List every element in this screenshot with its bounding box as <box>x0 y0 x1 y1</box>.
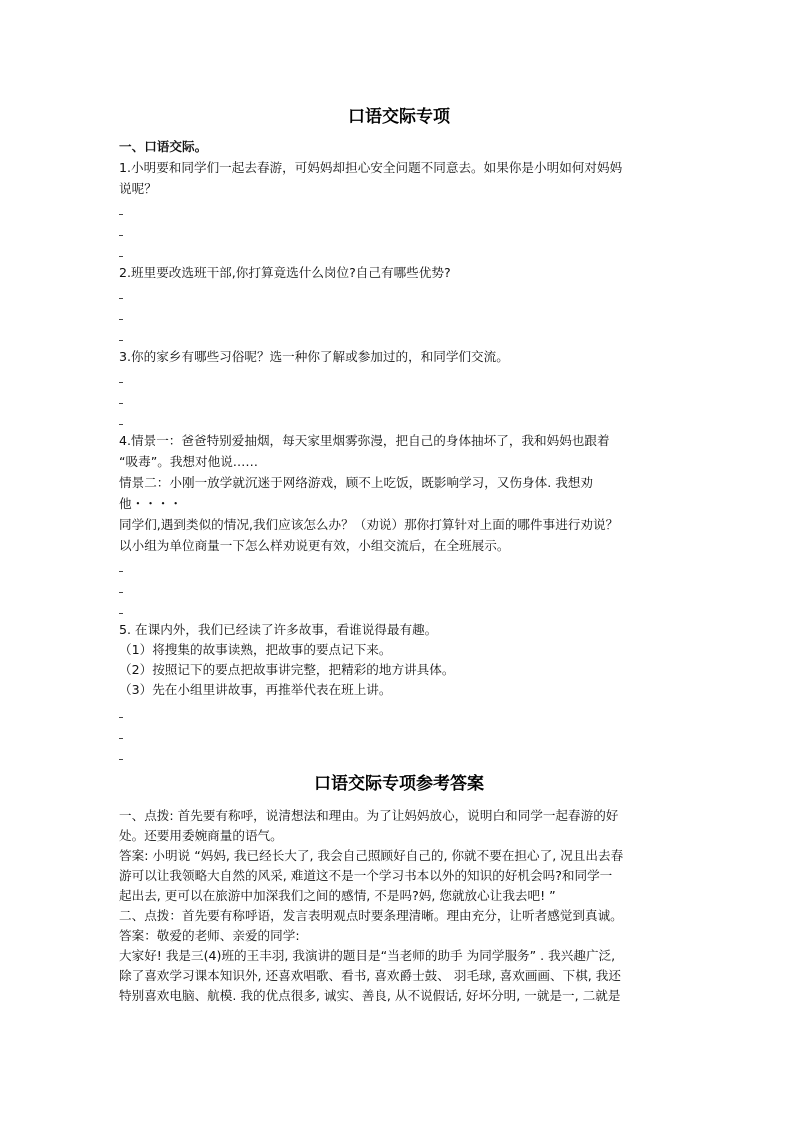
answer-blank[interactable] <box>119 413 125 427</box>
answer-blank[interactable] <box>119 308 125 322</box>
answer-blank[interactable] <box>119 748 125 762</box>
question-4-line-5: 同学们,遇到类似的情况,我们应该怎么办？（劝说）那你打算针对上面的哪件事进行劝说？ <box>119 517 619 532</box>
question-2: 2.班里要改选班干部,你打算竟选什么岗位?自己有哪些优势? <box>119 265 451 280</box>
answer-blank[interactable] <box>119 287 125 301</box>
answer-title: 口语交际专项参考答案 <box>314 774 484 794</box>
section-heading: 一、口语交际。 <box>119 139 208 154</box>
answer-blank[interactable] <box>119 245 125 259</box>
answer-line: 答案：敬爱的老师、亲爱的同学: <box>119 928 300 943</box>
answer-blank[interactable] <box>119 371 125 385</box>
answer-line: 一、点拨: 首先要有称呼，说清想法和理由。为了让妈妈放心，说明白和同学一起春游的好 <box>119 808 619 823</box>
question-4-line-1: 4.情景一：爸爸特别爱抽烟，每天家里烟雾弥漫，把自己的身体抽坏了，我和妈妈也跟着 <box>119 433 610 448</box>
question-4-line-6: 以小组为单位商量一下怎么样劝说更有效，小组交流后，在全班展示。 <box>119 538 510 553</box>
answer-line: 起出去, 更可以在旅游中加深我们之间的感情, 不是吗?妈, 您就放心让我去吧! ” <box>119 888 556 903</box>
answer-line: 二、点拨：首先要有称呼语，发言表明观点时要条理清晰。理由充分，让听者感觉到真诚。 <box>119 908 623 923</box>
answer-blank[interactable] <box>119 224 125 238</box>
answer-line: 除了喜欢学习课本知识外, 还喜欢唱歌、看书, 喜欢爵士鼓、 羽毛球, 喜欢画画、下棋, 我还 <box>119 968 621 983</box>
answer-line: 特别喜欢电脑、航模. 我的优点很多, 诚实、善良, 从不说假话, 好坏分明, 一就是一, 二就是 <box>119 988 621 1003</box>
question-3: 3.你的家乡有哪些习俗呢？选一种你了解或参加过的，和同学们交流。 <box>119 349 509 364</box>
document-page <box>119 0 679 1123</box>
answer-blank[interactable] <box>119 560 125 574</box>
answer-line: 处。还要用委婉商量的语气。 <box>119 828 283 843</box>
answer-line: 游可以让我领略大自然的风采, 难道这不是一个学习书本以外的知识的好机会吗?和同学一 <box>119 868 613 883</box>
answer-line: 大家好! 我是三(4)班的王丰羽, 我演讲的题目是“当老师的助手 为同学服务” . 我兴趣广泛, <box>119 948 616 963</box>
question-5-line-2: （1）将搜集的故事读熟，把故事的要点记下来。 <box>119 642 392 657</box>
answer-blank[interactable] <box>119 203 125 217</box>
answer-blank[interactable] <box>119 706 125 720</box>
question-5-line-3: （2）按照记下的要点把故事讲完整，把精彩的地方讲具体。 <box>119 662 455 677</box>
question-5-line-1: 5. 在课内外，我们已经读了许多故事，看谁说得最有趣。 <box>119 622 438 637</box>
answer-blank[interactable] <box>119 727 125 741</box>
question-5-line-4: （3）先在小组里讲故事，再推举代表在班上讲。 <box>119 682 392 697</box>
answer-blank[interactable] <box>119 329 125 343</box>
answer-blank[interactable] <box>119 581 125 595</box>
page-title: 口语交际专项 <box>348 107 450 127</box>
answer-line: 答案: 小明说 “妈妈, 我已经长大了, 我会自己照顾好自己的, 你就不要在担心了, 况且出去春 <box>119 848 624 863</box>
answer-blank[interactable] <box>119 602 125 616</box>
question-4-line-3: 情景二：小刚一放学就沉迷于网络游戏，顾不上吃饭，既影响学习，又伤身体. 我想劝 <box>119 475 593 490</box>
question-4-line-2: “吸毒”。我想对他说…… <box>119 454 258 469</box>
question-1-line-1: 1.小明要和同学们一起去春游，可妈妈却担心安全问题不同意去。如果你是小明如何对妈妈 <box>119 160 623 175</box>
question-1-line-2: 说呢？ <box>119 181 157 196</box>
answer-blank[interactable] <box>119 392 125 406</box>
question-4-line-4: 他・・・・ <box>119 496 182 511</box>
